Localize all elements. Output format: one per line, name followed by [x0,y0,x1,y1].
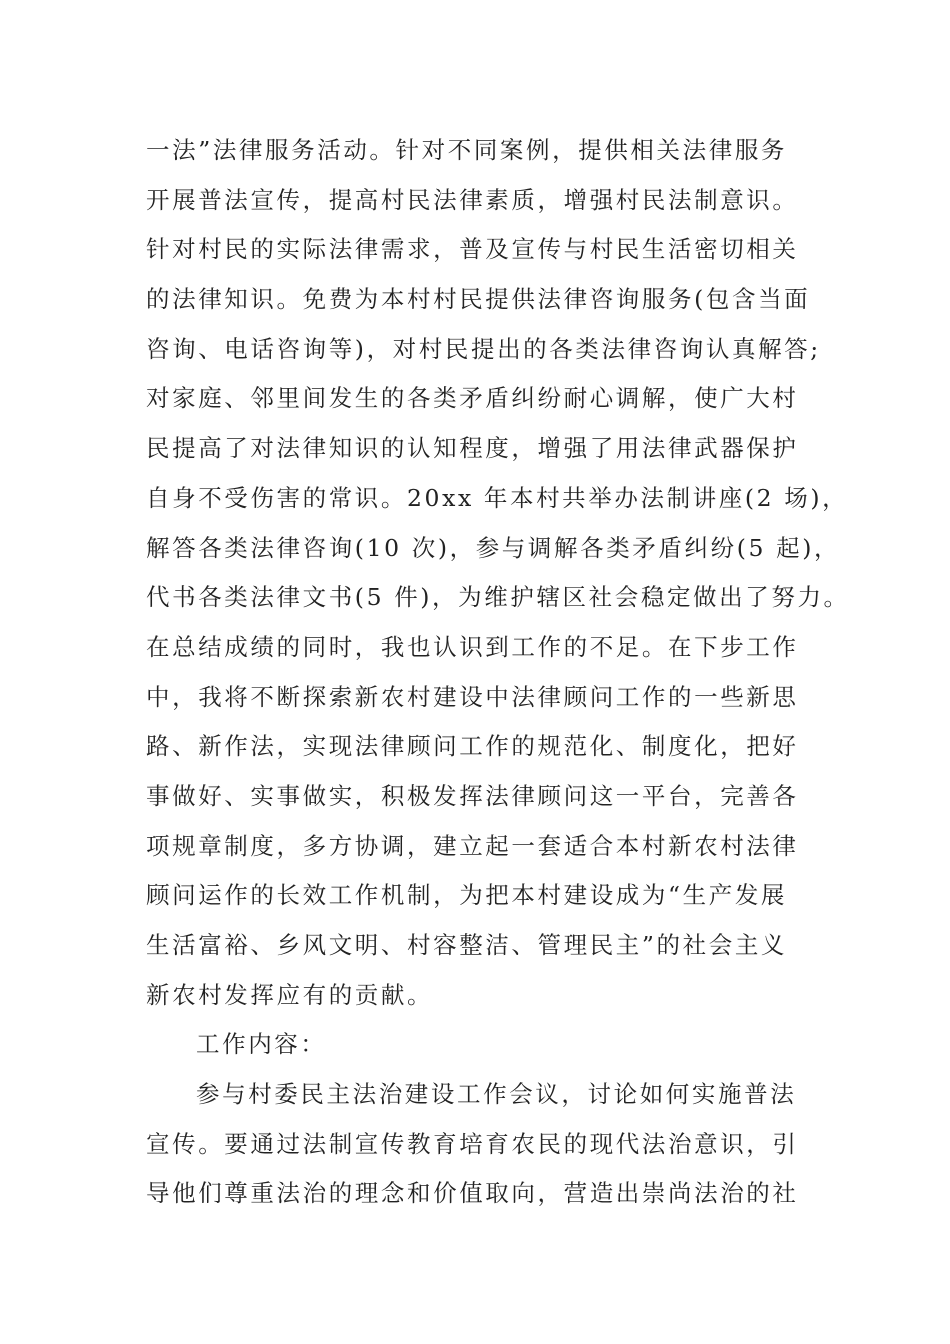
text-line: 自身不受伤害的常识。20xx 年本村共举办法制讲座(2 场)， [146,483,849,512]
text-line: 针对村民的实际法律需求，普及宣传与村民生活密切相关 [146,235,799,264]
text-line: 中，我将不断探索新农村建设中法律顾问工作的一些新思 [146,682,799,711]
text-line: 项规章制度，多方协调，建立起一套适合本村新农村法律 [146,831,799,860]
text-line: 导他们尊重法治的理念和价值取向，营造出崇尚法治的社 [146,1179,799,1208]
text-line: 代书各类法律文书(5 件)，为维护辖区社会稳定做出了努力。 [146,583,850,612]
text-line: 顾问运作的长效工作机制，为把本村建设成为“生产发展 [146,881,788,910]
text-line: 民提高了对法律知识的认知程度，增强了用法律武器保护 [146,434,799,463]
section-heading: 工作内容： [196,1030,327,1059]
text-line: 咨询、电话咨询等)，对村民提出的各类法律咨询认真解答; [146,334,821,363]
text-line: 宣传。要通过法制宣传教育培育农民的现代法治意识，引 [146,1129,799,1158]
text-line: 参与村委民主法治建设工作会议，讨论如何实施普法 [196,1080,797,1109]
text-line: 的法律知识。免费为本村村民提供法律咨询服务(包含当面 [146,285,811,314]
text-line: 路、新作法，实现法律顾问工作的规范化、制度化，把好 [146,732,799,761]
text-line: 事做好、实事做实，积极发挥法律顾问这一平台，完善各 [146,781,799,810]
text-line: 解答各类法律咨询(10 次)，参与调解各类矛盾纠纷(5 起)， [146,533,841,562]
text-line: 一法”法律服务活动。针对不同案例，提供相关法律服务 [146,136,788,164]
text-line: 对家庭、邻里间发生的各类矛盾纠纷耐心调解，使广大村 [146,384,799,413]
document-body [146,126,850,1219]
text-line: 生活富裕、乡风文明、村容整洁、管理民主”的社会主义 [146,931,788,959]
text-line: 在总结成绩的同时，我也认识到工作的不足。在下步工作 [146,632,799,661]
text-line: 新农村发挥应有的贡献。 [146,980,434,1009]
text-line: 开展普法宣传，提高村民法律素质，增强村民法制意识。 [146,185,799,214]
